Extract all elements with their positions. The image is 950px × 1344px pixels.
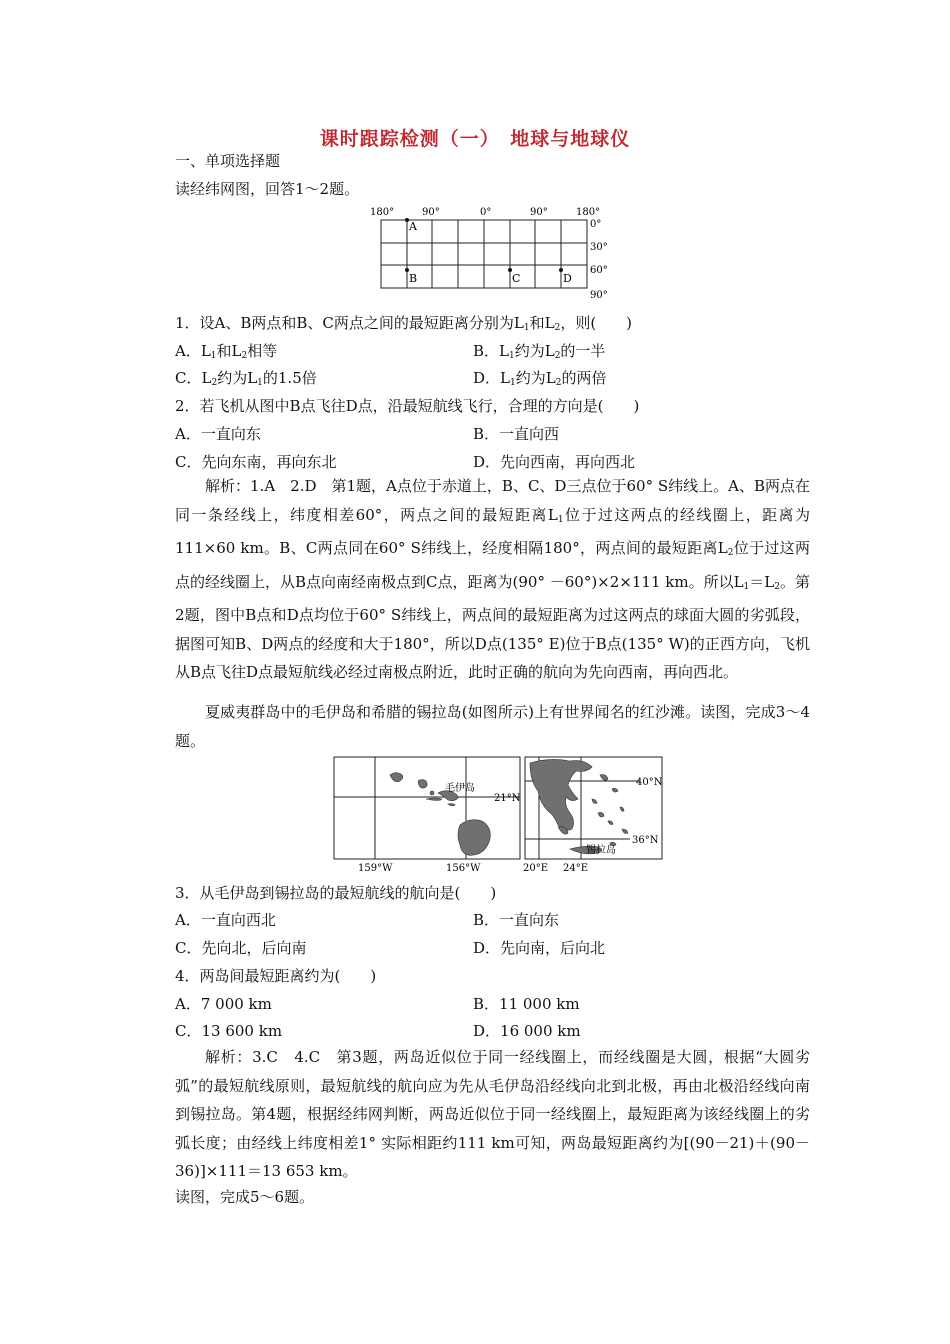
q3-option-a[interactable]: A．一直向西北 (175, 911, 276, 929)
grid-right-label: 0° (590, 219, 602, 230)
greece-lat-label-1: 40°N (636, 777, 663, 788)
q3-stem: 3．从毛伊岛到锡拉岛的最短航线的航向是( ) (175, 884, 497, 902)
point-c-label: C (512, 272, 521, 285)
grid-top-label: 0° (480, 207, 492, 218)
q1-option-a[interactable]: A．$L_1$和$L_2$相等 (175, 342, 278, 361)
point-d-label: D (563, 272, 572, 285)
grid-right-label: 90° (590, 290, 608, 301)
point-a-label: A (409, 220, 417, 233)
q2-option-d[interactable]: D．先向西南，再向西北 (473, 453, 636, 471)
q4-option-d[interactable]: D．16 000 km (473, 1022, 581, 1040)
q4-option-b[interactable]: B．11 000 km (473, 995, 580, 1013)
greece-lon-label-1: 20°E (523, 863, 549, 874)
q3-option-c[interactable]: C．先向北，后向南 (175, 939, 307, 957)
maui-label: 毛伊岛 (445, 783, 475, 794)
intro-q1-2: 读经纬网图，回答1～2题。 (175, 180, 360, 198)
intro-q5-6: 读图，完成5～6题。 (175, 1188, 315, 1206)
q2-option-a[interactable]: A．一直向东 (175, 425, 261, 443)
q1-option-b[interactable]: B．$L_1$约为$L_2$的一半 (473, 342, 606, 361)
q3-option-d[interactable]: D．先向南，后向北 (473, 939, 606, 957)
grid-top-label: 90° (530, 207, 548, 218)
grid-top-label: 90° (422, 207, 440, 218)
hawaii-lon-label-2: 156°W (446, 863, 481, 874)
q1-option-d[interactable]: D．$L_1$约为$L_2$的两倍 (473, 369, 607, 388)
islands-map-figure (330, 755, 665, 875)
grid-right-label: 60° (590, 265, 608, 276)
section-heading: 一、单项选择题 (175, 152, 281, 170)
q4-option-c[interactable]: C．13 600 km (175, 1022, 283, 1040)
page-title: 课时跟踪检测（一） 地球与地球仪 (319, 128, 631, 150)
q2-stem: 2．若飞机从图中B点飞往D点，沿最短航线飞行，合理的方向是( ) (175, 397, 640, 415)
grid-top-label: 180° (576, 207, 601, 218)
q2-option-b[interactable]: B．一直向西 (473, 425, 560, 443)
grid-top-label: 180° (370, 207, 395, 218)
q3-option-b[interactable]: B．一直向东 (473, 911, 560, 929)
analysis-q1-2: 解析：1.A 2.D 第1题，A点位于赤道上，B、C、D三点位于60° S纬线上。A、B两点在同一条经线上，纬度相差60°，两点之间的最短距离$L_1$位于过这两点的经线圈上，距离为111×60 km。B、C两点同在60° S纬线上，经度相隔180°，两点间的最短距离$L_2$位于过这两点的经线圈上，从B点向南经南极点到C点，距离为(90° －60°)×2×111 km。所以$L_1=L_2$。第2题，图中B点和D点均位于60° S纬线上，两点间的最短距离为过这两点的球面大圆的劣弧段，据图可知B、D两点的经度和大于180°，所以D点(135° E)位于B点(135° W)的正西方向，飞机从B点飞往D点最短航线必经过南极点附近，此时正确的航向为先向西南，再向西北。 (175, 477, 810, 681)
q4-stem: 4．两岛间最短距离约为( ) (175, 967, 377, 985)
q1-option-c[interactable]: C．$L_2$约为$L_1$的1.5倍 (175, 369, 317, 388)
point-b-label: B (409, 272, 418, 285)
q4-option-a[interactable]: A．7 000 km (175, 995, 272, 1013)
grid-right-label: 30° (590, 242, 608, 253)
greece-lon-label-2: 24°E (563, 863, 589, 874)
hawaii-lon-label-1: 159°W (358, 863, 393, 874)
intro-q3-4: 夏威夷群岛中的毛伊岛和希腊的锡拉岛(如图所示)上有世界闻名的红沙滩。读图，完成3～4题。 (175, 703, 810, 750)
q1-stem: 1．设A、B两点和B、C两点之间的最短距离分别为$L_1$和$L_2$，则( ) (175, 314, 633, 333)
analysis-q3-4: 解析：3.C 4.C 第3题，两岛近似位于同一经线圈上，而经线圈是大圆，根据“大圆劣弧”的最短航线原则，最短航线的航向应为先从毛伊岛沿经线向北到北极，再由北极沿经线向南到锡拉岛。第4题，根据经纬网判断，两岛近似位于同一经线圈上，最短距离为该经线圈上的劣弧长度；由经线上纬度相差1° 实际相距约111 km可知，两岛最短距离约为[(90－21)＋(90－36)]×111＝13 653 km。 (175, 1048, 810, 1180)
hawaii-lat-label: 21°N (494, 793, 521, 804)
lat-long-grid-figure (368, 202, 620, 302)
q2-option-c[interactable]: C．先向东南，再向东北 (175, 453, 337, 471)
thira-label: 锡拉岛 (586, 845, 616, 856)
greece-lat-label-2: 36°N (632, 835, 659, 846)
